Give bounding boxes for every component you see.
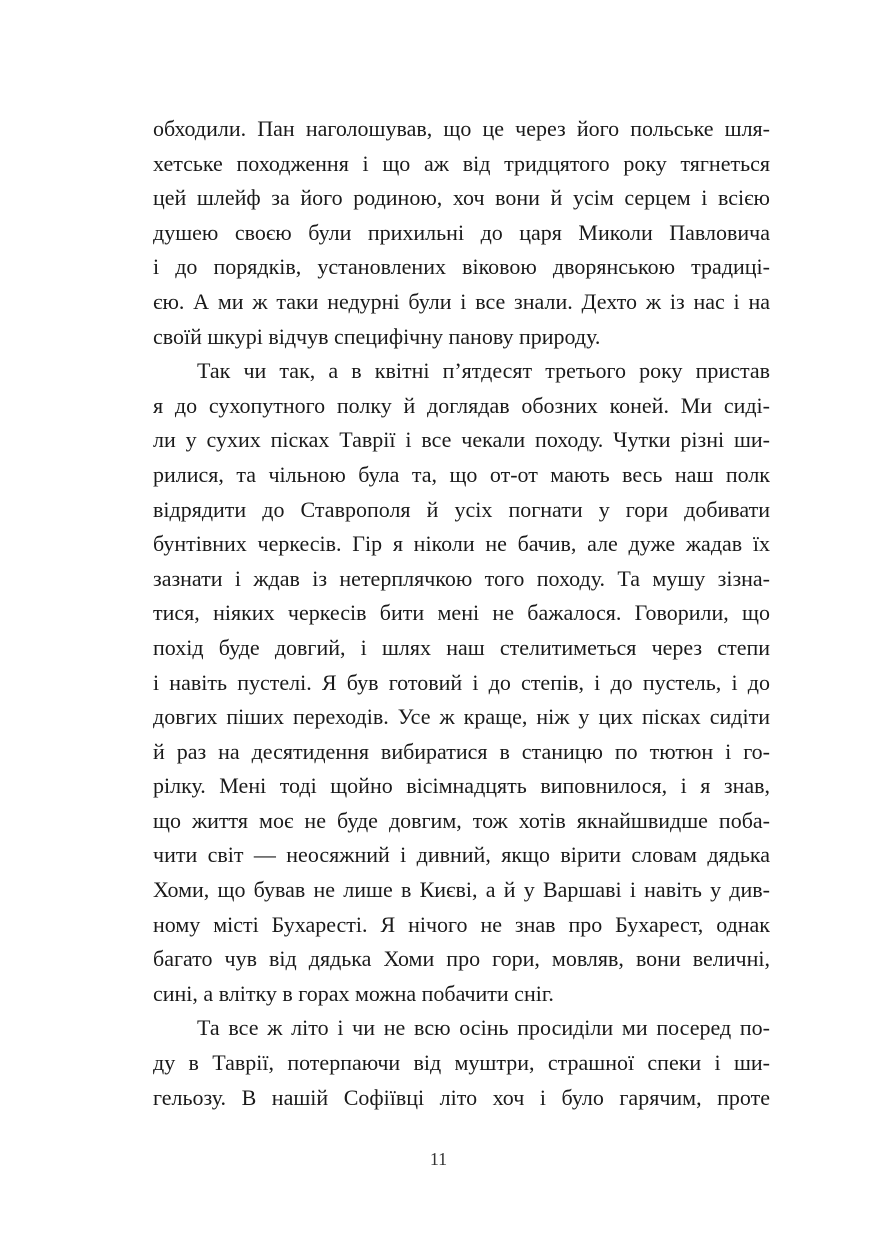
text-line: я до сухопутного полку й доглядав обозних коней. Ми сиді- [153,392,770,418]
text-line: сині, а влітку в горах можна побачити сніг. [153,980,554,1006]
text-line: душею своєю були прихильні до царя Миколи Павловича [153,219,770,245]
text-line: Так чи так, а в квітні п’ятдесят третього року пристав [197,358,770,384]
text-line: своїй шкурі відчув специфічну панову природу. [153,323,601,349]
text-line: чити світ — неосяжний і дивний, якщо вірити словам дядька [153,842,770,868]
text-line: обходили. Пан наголошував, що це через його польське шля- [153,116,770,141]
text-line: і до порядків, установлених віковою дворянською традиці- [153,254,770,280]
text-line: що життя моє не буде довгим, тож хотів якнайшвидше поба- [153,807,770,833]
paragraph-3 [153,1011,770,1115]
text-line: ному місті Бухаресті. Я нічого не знав про Бухарест, однак [153,911,770,937]
paragraph-1 [153,112,770,354]
text-line: гельозу. В нашій Софіївці літо хоч і було гарячим, проте [153,1084,770,1110]
text-line: відрядити до Ставрополя й усіх погнати у гори добивати [153,496,770,522]
text-line: рілку. Мені тоді щойно вісімнадцять виповнилося, і я знав, [153,773,770,799]
text-line: Та все ж літо і чи не всю осінь просиділи ми посеред по- [197,1015,770,1041]
text-line: бунтівних черкесів. Гір я ніколи не бачив, але дуже жадав їх [153,531,770,557]
text-line: хетське походження і що аж від тридцятого року тягнеться [153,150,770,176]
text-line: єю. А ми ж таки недурні були і все знали. Дехто ж із нас і на [153,288,770,314]
text-line: ли у сухих пісках Таврії і все чекали походу. Чутки різні ши- [153,427,770,453]
text-line: зазнати і ждав із нетерплячкою того походу. Та мушу зізна- [153,565,770,591]
text-line: довгих піших переходів. Усе ж краще, ніж у цих пісках сидіти [153,704,770,730]
text-line: тися, ніяких черкесів бити мені не бажалося. Говорили, що [153,600,770,626]
paragraph-2 [153,354,770,1011]
text-line: і навіть пустелі. Я був готовий і до степів, і до пустель, і до [153,669,770,695]
text-line: похід буде довгий, і шлях наш стелитиметься через степи [153,634,770,660]
text-line: ду в Таврії, потерпаючи від муштри, страшної спеки і ши- [153,1050,770,1076]
text-line: цей шлейф за його родиною, хоч вони й усім серцем і всією [153,185,770,211]
page-number: 11 [429,1149,448,1169]
text-line: Хоми, що бував не лише в Києві, а й у Варшаві і навіть у див- [153,877,770,903]
text-line: й раз на десятидення вибиратися в станицю по тютюн і го- [153,738,770,764]
text-line: рилися, та чільною була та, що от-от мають весь наш полк [153,461,770,487]
body-text [153,112,770,1115]
text-line: багато чув від дядька Хоми про гори, мовляв, вони величні, [153,946,770,972]
